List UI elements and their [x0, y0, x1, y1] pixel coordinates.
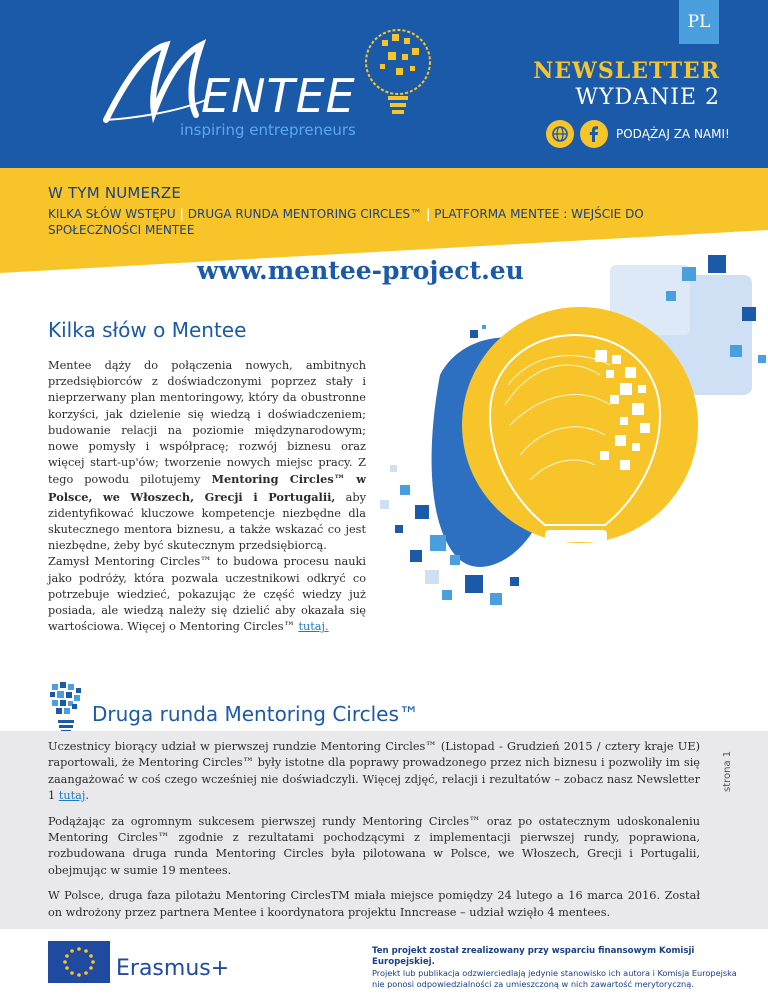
disclaimer-text: Projekt lub publikacja odzwierciedlają jedynie stanowisko ich autora i Komisja Europejska nie ponosi odpowiedzialności za umieszczoną w nich zawartość merytoryczną. [372, 968, 737, 989]
newsletter-title: NEWSLETTER [533, 58, 720, 84]
intro-paragraph: Mentee dąży do połączenia nowych, ambitnych przedsiębiorców z doświadczonymi poprzez stały i nieprzerwany plan mentoringowy, który da obustronne korzyści, jak dzielenie się wiedzą i doświadczeniem; budowanie relacji na poziomie międzynarodowym; nowe pomysły i współpracę; rozwój biznesu oraz więcej start-up'ów; tworzenie nowych miejsc pracy. Z tego powodu pilotujemy [48, 359, 366, 487]
round2-paragraph-3: W Polsce, druga faza pilotażu Mentoring CirclesTM miała miejsce pomiędzy 24 lutego a 16 marca 2016. Został on wdrożony przez partnera Mentee i koordynatora projektu Inncrease – udział wzięło 4 mentees. [48, 889, 700, 919]
language-tab[interactable]: PL [679, 0, 719, 44]
page-number: strona 1 [722, 750, 733, 792]
section-round2-title: Druga runda Mentoring Circles™ [92, 702, 419, 726]
edition-label: WYDANIE 2 [575, 85, 720, 110]
disclaimer-bold: Ten projekt został zrealizowany przy wsparciu finansowym Komisji Europejskiej. [372, 946, 695, 967]
section-round2-body [48, 739, 700, 930]
globe-icon[interactable] [546, 120, 574, 148]
eu-disclaimer [372, 946, 742, 990]
svg-text:ENTEE: ENTEE [201, 69, 356, 123]
mentoring-circles-link[interactable]: tutaj. [298, 620, 329, 634]
contents-item[interactable]: DRUGA RUNDA MENTORING CIRCLES™ [187, 207, 423, 221]
lightbulb-icon [46, 680, 86, 736]
social-links [546, 120, 730, 148]
website-link[interactable]: www.mentee-project.eu [197, 256, 524, 285]
facebook-icon[interactable] [580, 120, 608, 148]
intro-bold-text: Mentoring Circles™ w Polsce, we Włoszech, Grecji i Portugalii, [48, 472, 367, 504]
follow-us-label: PODĄŻAJ ZA NAMI! [616, 127, 730, 141]
eu-flag-icon [48, 941, 110, 983]
section-intro-body [48, 358, 366, 635]
contents-heading: W TYM NUMERZE [48, 184, 182, 202]
section-intro-title: Kilka słów o Mentee [48, 318, 247, 342]
erasmus-logo: Erasmus+ [116, 956, 230, 981]
contents-item[interactable]: KILKA SŁÓW WSTĘPU [48, 207, 176, 221]
round2-paragraph-1 [48, 739, 700, 805]
lightbulb-illustration [370, 255, 768, 615]
intro-paragraph-2: Zamysł Mentoring Circles™ to budowa procesu nauki jako podróży, która pozwala uczestnikowi odkryć co potrzebuje wiedzieć, pokazując że część wiedzy już posiada, ale wiedzą należy się dzielić aby okazała się wartościowa. Więcej o Mentoring Circles™ [48, 555, 366, 634]
logo-tagline: inspiring entrepreneurs [180, 121, 356, 139]
round2-text: Uczestnicy biorący udział w pierwszej rundzie Mentoring Circles™ (Listopad - Grudzień 2015 / cztery kraje UE) raportowali, że Mentoring Circles™ były istotne dla poprawy prowadzonego przez nich biznesu i pozwoliły im się zaangażować w coś czego wcześniej nie doświadczyli. Więcej zdjęć, relacji i rezultatów – zobacz nasz Newsletter 1 [48, 740, 700, 803]
contents-separator: | [425, 207, 431, 221]
round2-paragraph-2: Podążając za ogromnym sukcesem pierwszej rundy Mentoring Circles™ oraz po ostatecznym udoskonaleniu Mentoring Circles™ zgodnie z rezultatami pochodzącymi z implementacji pierwszej rundy, poprawiona, rozbudowana druga runda Mentoring Circles była pilotowana w Polsce, we Włoszech, Grecji i Portugalii, obejmując w sumie 19 mentees. [48, 814, 700, 877]
contents-item[interactable]: PLATFORMA MENTEE : WEJŚCIE DO SPOŁECZNOŚCI MENTEE [48, 207, 644, 237]
round2-text-end: . [85, 789, 89, 803]
contents-list [48, 206, 668, 238]
intro-paragraph-end: aby zidentyfikować kluczowe kompetencje niezbędne dla skutecznego mentora biznesu, a także wskazać co jest niezbędne, żeby być skutecznym przedsiębiorcą. [48, 490, 366, 553]
newsletter1-link[interactable]: tutaj [58, 789, 86, 803]
contents-separator: | [179, 207, 184, 221]
header-banner [0, 0, 768, 168]
